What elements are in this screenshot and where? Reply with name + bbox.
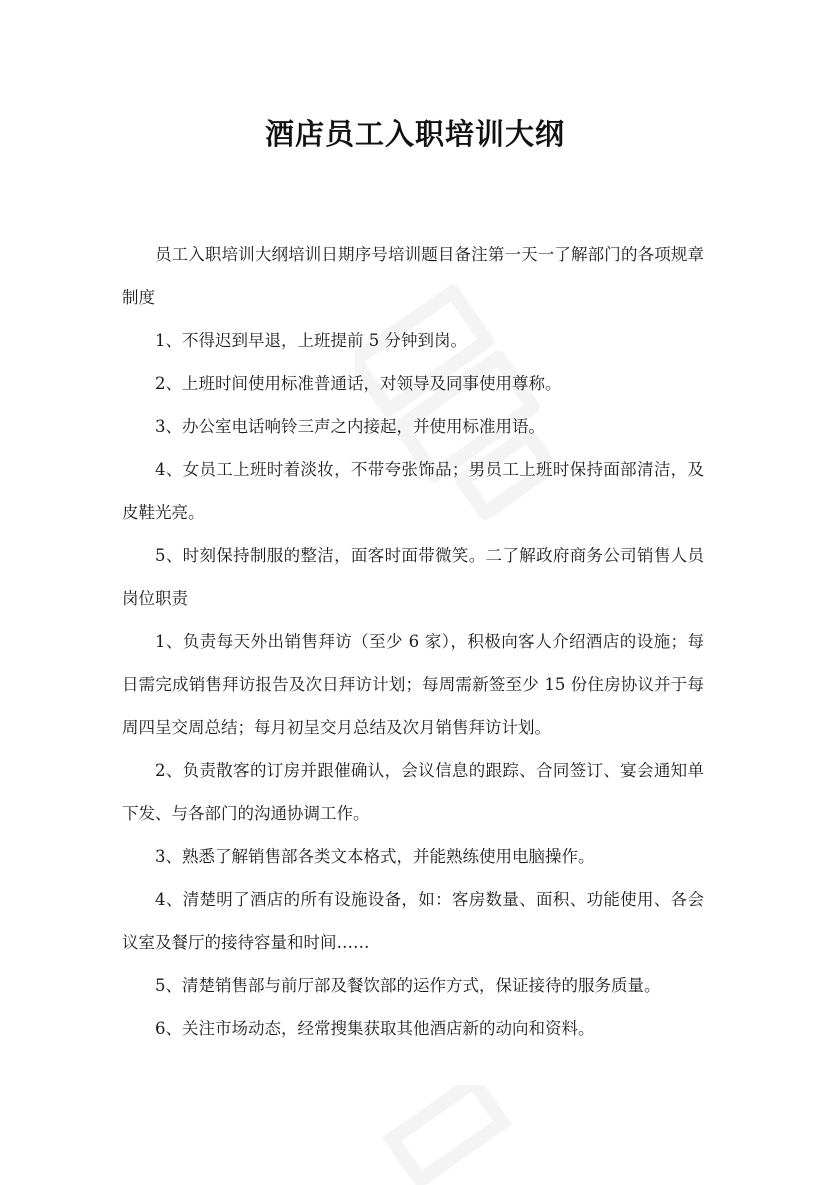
rule-item: 3、办公室电话响铃三声之内接起，并使用标准用语。 xyxy=(155,417,545,436)
document-body xyxy=(122,233,704,1050)
duty-item: 5、清楚销售部与前厅部及餐饮部的运作方式，保证接待的服务质量。 xyxy=(155,976,661,995)
page-title: 酒店员工入职培训大纲 xyxy=(264,117,565,151)
intro-paragraph: 员工入职培训大纲培训日期序号培训题目备注第一天一了解部门的各项规章制度 xyxy=(122,245,704,307)
duty-item: 2、负责散客的订房并跟催确认，会议信息的跟踪、合同签订、宴会通知单下发、与各部门的沟通协调工作。 xyxy=(122,761,704,823)
rule-item: 1、不得迟到早退，上班提前 5 分钟到岗。 xyxy=(155,331,467,350)
duty-item: 3、熟悉了解销售部各类文本格式，并能熟练使用电脑操作。 xyxy=(155,847,595,866)
watermark-stamp-icon xyxy=(350,1085,550,1185)
duty-item: 1、负责每天外出销售拜访（至少 6 家），积极向客人介绍酒店的设施；每日需完成销售拜访报告及次日拜访计划；每周需新签至少 15 份住房协议并于每周四呈交周总结；每月初呈交月总结及次月销售拜访计划。 xyxy=(122,632,704,737)
rule-item: 5、时刻保持制服的整洁，面客时面带微笑。二了解政府商务公司销售人员岗位职责 xyxy=(122,546,704,608)
rule-item: 2、上班时间使用标准普通话，对领导及同事使用尊称。 xyxy=(155,374,562,393)
duty-item: 6、关注市场动态，经常搜集获取其他酒店新的动向和资料。 xyxy=(155,1019,595,1038)
duty-item: 4、清楚明了酒店的所有设施设备，如：客房数量、面积、功能使用、各会议室及餐厅的接待容量和时间…… xyxy=(122,890,704,952)
rule-item: 4、女员工上班时着淡妆，不带夸张饰品；男员工上班时保持面部清洁，及皮鞋光亮。 xyxy=(122,460,704,522)
